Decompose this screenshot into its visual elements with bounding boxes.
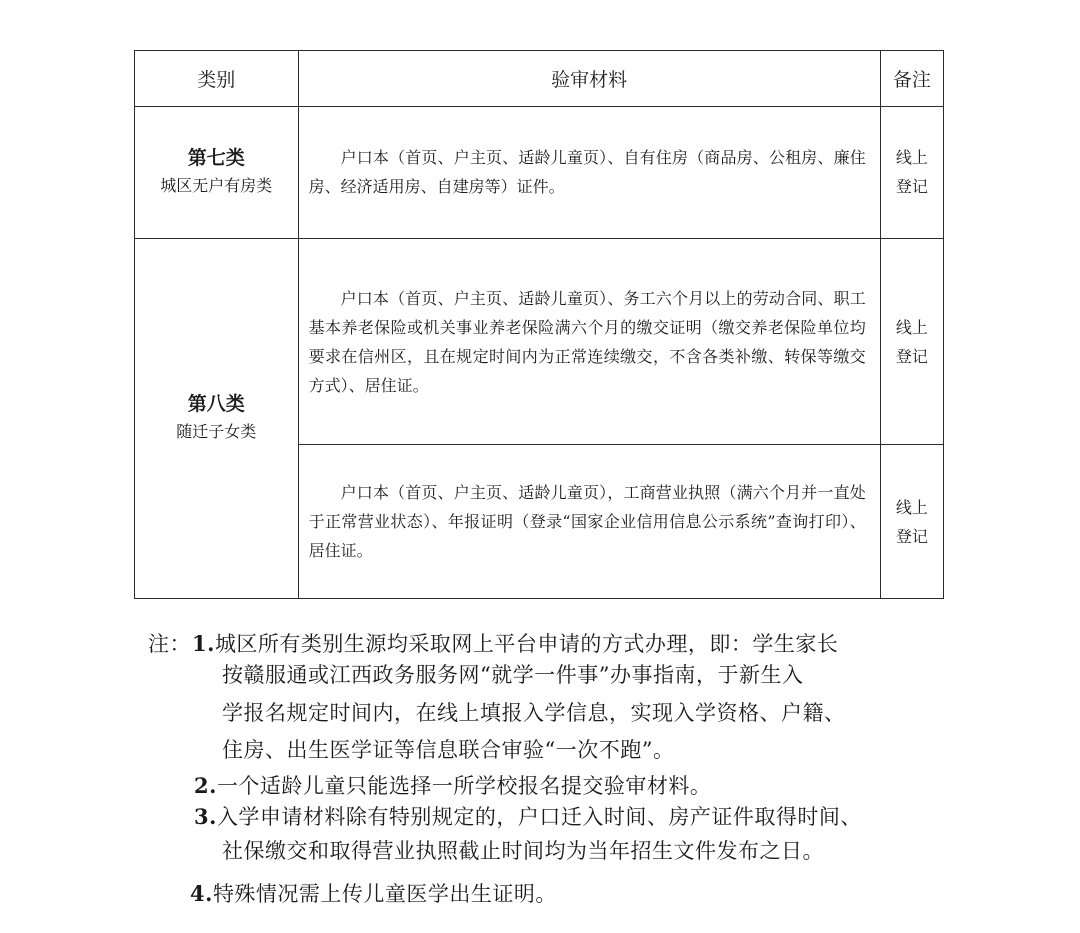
note-item-2 bbox=[194, 770, 711, 800]
header-materials: 验审材料 bbox=[298, 51, 880, 107]
materials-cell bbox=[298, 445, 880, 599]
remarks-text-line2: 登记 bbox=[895, 177, 928, 197]
note-line: 特殊情况需上传儿童医学出生证明。 bbox=[212, 882, 557, 906]
materials-text: 户口本（首页、户主页、适龄儿童页）、自有住房（商品房、公租房、廉住房、经济适用房、自建房等）证件。 bbox=[308, 148, 866, 197]
remarks-text-line2: 登记 bbox=[895, 346, 928, 366]
category-cell bbox=[135, 238, 299, 598]
note-number: 1. bbox=[192, 631, 215, 656]
remarks-text-line2: 登记 bbox=[895, 526, 928, 546]
note-number: 3. bbox=[194, 804, 217, 829]
note-line: 住房、出生医学证等信息联合审验“一次不跑”。 bbox=[222, 738, 675, 762]
note-line: 学报名规定时间内，在线上填报入学信息，实现入学资格、户籍、 bbox=[222, 701, 846, 725]
note-line: 社保缴交和取得营业执照截止时间均为当年招生文件发布之日。 bbox=[222, 839, 824, 863]
notes-prefix: 注： bbox=[148, 632, 191, 656]
note-number: 2. bbox=[194, 773, 217, 798]
table-row bbox=[135, 238, 944, 445]
remarks-text-line1: 线上 bbox=[895, 317, 928, 337]
note-line: 入学申请材料除有特别规定的，户口迁入时间、房产证件取得时间、 bbox=[216, 805, 862, 829]
note-line: 一个适龄儿童只能选择一所学校报名提交验审材料。 bbox=[216, 774, 712, 798]
remarks-cell bbox=[880, 107, 943, 238]
materials-text: 户口本（首页、户主页、适龄儿童页）、务工六个月以上的劳动合同、职工基本养老保险或机关事业养老保险满六个月的缴交证明（缴交养老保险单位均要求在信州区，且在规定时间内为正常连续缴交，不含各类补缴、转保等缴交方式）、居住证。 bbox=[308, 288, 866, 395]
table-row bbox=[135, 107, 944, 238]
remarks-text-line1: 线上 bbox=[895, 148, 928, 168]
header-category: 类别 bbox=[135, 51, 299, 107]
note-item-1 bbox=[192, 628, 838, 658]
category-title: 第七类 bbox=[187, 147, 245, 170]
materials-cell bbox=[298, 107, 880, 238]
category-subtitle: 城区无户有房类 bbox=[160, 176, 273, 196]
note-line: 按赣服通或江西政务服务网“就学一件事”办事指南，于新生入 bbox=[222, 663, 804, 687]
remarks-cell bbox=[880, 445, 943, 599]
materials-table bbox=[134, 50, 944, 599]
materials-text: 户口本（首页、户主页、适龄儿童页），工商营业执照（满六个月并一直处于正常营业状态）、年报证明（登录“国家企业信用信息公示系统”查询打印）、居住证。 bbox=[308, 483, 866, 561]
header-remarks: 备注 bbox=[880, 51, 943, 107]
note-number: 4. bbox=[190, 881, 213, 906]
category-cell bbox=[135, 107, 299, 238]
category-title: 第八类 bbox=[187, 393, 245, 416]
remarks-cell bbox=[880, 238, 943, 445]
remarks-text-line1: 线上 bbox=[895, 497, 928, 517]
note-item-4 bbox=[190, 878, 557, 908]
category-subtitle: 随迁子女类 bbox=[176, 422, 257, 442]
materials-cell bbox=[298, 238, 880, 445]
note-line: 城区所有类别生源均采取网上平台申请的方式办理，即：学生家长 bbox=[214, 632, 839, 656]
table-header-row bbox=[135, 51, 944, 107]
note-item-3 bbox=[194, 801, 862, 831]
